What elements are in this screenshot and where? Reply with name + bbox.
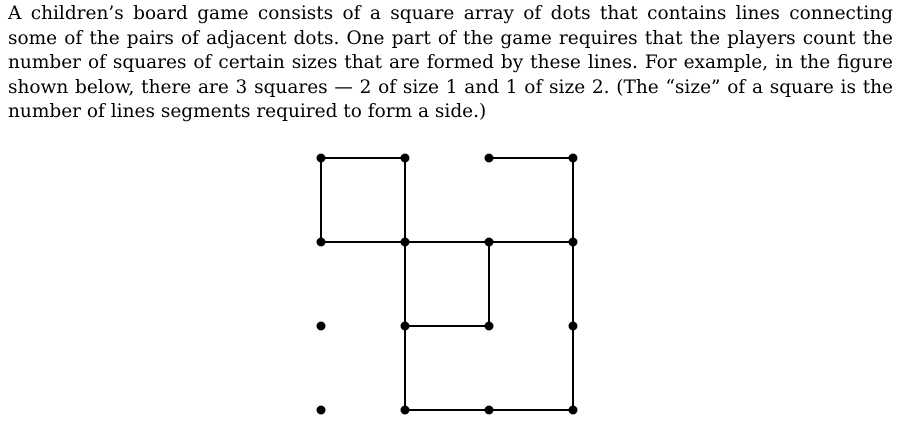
- grid-dot: [317, 154, 326, 163]
- grid-dot: [569, 406, 578, 415]
- grid-dot: [485, 238, 494, 247]
- grid-dot: [569, 322, 578, 331]
- grid-dot: [401, 154, 410, 163]
- grid-dot: [485, 322, 494, 331]
- grid-dot: [317, 406, 326, 415]
- grid-dot: [317, 238, 326, 247]
- grid-dot: [569, 238, 578, 247]
- grid-dot: [485, 406, 494, 415]
- problem-statement: A children’s board game consists of a square array of dots that contains lines connecting some of the pairs of adjacent dots. One part of the game requires that the players count the number of squares of certain sizes that are formed by these lines. For example, in the figure shown below, there are 3 squares — 2 of size 1 and 1 of size 2. (The “size” of a square is the number of lines segments required to form a side.): [8, 3, 893, 122]
- grid-dot: [401, 238, 410, 247]
- grid-dot: [401, 406, 410, 415]
- grid-dot: [401, 322, 410, 331]
- grid-dot: [317, 322, 326, 331]
- grid-dot: [485, 154, 494, 163]
- grid-dot: [569, 154, 578, 163]
